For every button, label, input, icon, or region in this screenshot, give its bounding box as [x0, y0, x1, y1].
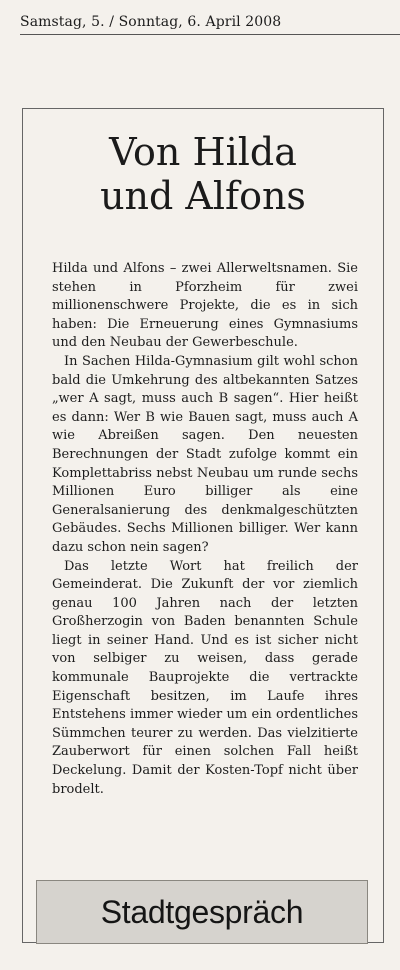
- article-paragraph-2: In Sachen Hilda-Gymnasium gilt wohl schon bald die Umkehrung des altbekannten Satzes „wer A sagt, muss auch B sagen“. Hier heißt es dann: Wer B wie Bauen sagt, muss auch A wie Abreißen sagen. Den neuesten Berechnungen der Stadt zufolge kommt ein Komplettabriss nebst Neubau um runde sechs Millionen Euro billiger als eine Generalsanierung des denkmalgeschützten Gebäudes. Sechs Millionen billiger. Wer kann dazu schon nein sagen?: [52, 353, 358, 555]
- ressort-label: Stadtgespräch: [100, 893, 304, 930]
- article-body: [52, 260, 358, 799]
- article-headline: [22, 130, 384, 218]
- headline-line-2: und Alfons: [100, 174, 306, 218]
- article-paragraph-1: Hilda und Alfons – zwei Allerweltsnamen. Sie stehen in Pforzheim für zwei millionenschwere Projekte, die es in sich haben: Die Erneuerung eines Gymnasiums und den Neubau der Gewerbeschule.: [52, 261, 358, 351]
- header-rule: [20, 34, 400, 35]
- article-paragraph-3: Das letzte Wort hat freilich der Gemeinderat. Die Zukunft der vor ziemlich genau 100 Jahren nach der letzten Großherzogin von Baden benannten Schule liegt in seiner Hand. Und es ist sicher nicht von selbiger zu weisen, dass gerade kommunale Bauprojekte die vertrackte Eigenschaft besitzen, im Laufe ihres Entstehens immer wieder um ein ordentliches Sümmchen teurer zu werden. Das vielzitierte Zauberwort für einen solchen Fall heißt Deckelung. Damit der Kosten-Topf nicht über brodelt.: [52, 558, 358, 797]
- ressort-banner: [36, 880, 368, 944]
- dateline: Samstag, 5. / Sonntag, 6. April 2008: [20, 14, 282, 30]
- headline-line-1: Von Hilda: [109, 130, 297, 174]
